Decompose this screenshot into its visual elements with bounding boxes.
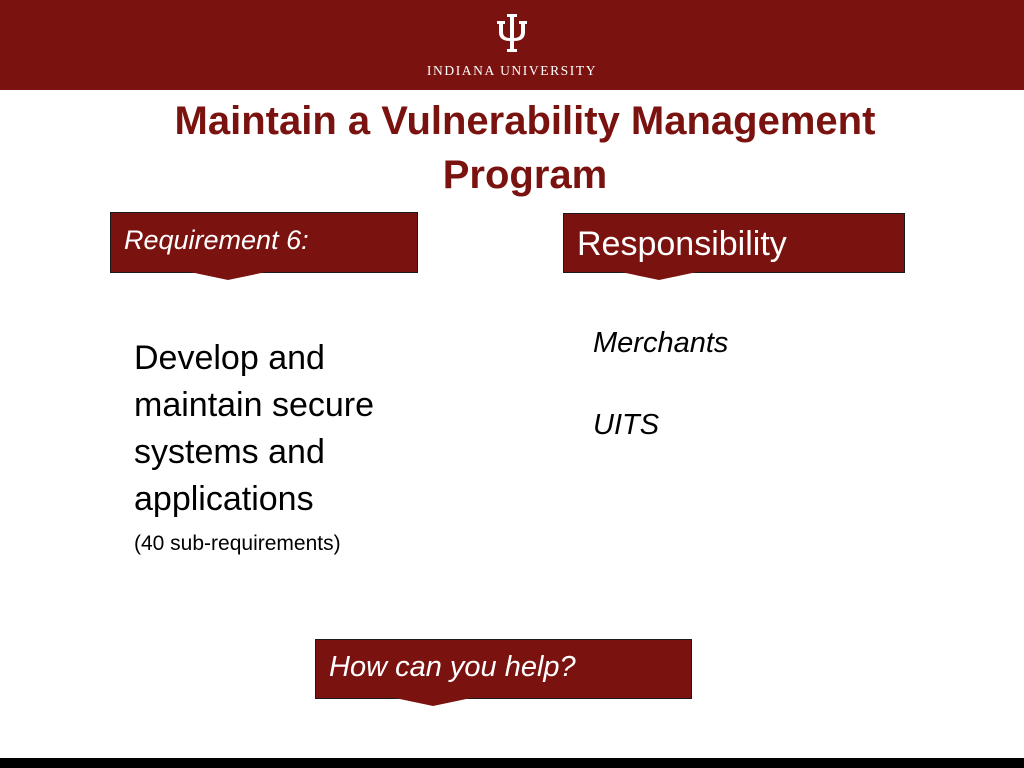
responsibility-item: UITS bbox=[593, 409, 660, 441]
bottom-bar bbox=[0, 758, 1024, 768]
university-name: INDIANA UNIVERSITY bbox=[426, 63, 598, 78]
responsibility-callout-box bbox=[563, 213, 905, 273]
help-callout-box bbox=[315, 639, 692, 699]
slide-title: Maintain a Vulnerability Management Program bbox=[174, 99, 876, 197]
requirement-label: Requirement 6: bbox=[124, 225, 309, 255]
responsibility-item: Merchants bbox=[593, 327, 729, 359]
header-bar bbox=[0, 0, 1024, 90]
callout-tail bbox=[395, 698, 471, 706]
requirement-description: Develop and maintain secure systems and applications bbox=[134, 339, 375, 518]
requirement-callout-box bbox=[110, 212, 418, 273]
requirement-note: (40 sub-requirements) bbox=[134, 532, 341, 555]
callout-tail bbox=[621, 272, 697, 280]
responsibility-label: Responsibility bbox=[577, 225, 787, 263]
help-label: How can you help? bbox=[329, 651, 576, 683]
callout-tail bbox=[190, 272, 266, 280]
iu-trident-icon bbox=[497, 14, 527, 52]
